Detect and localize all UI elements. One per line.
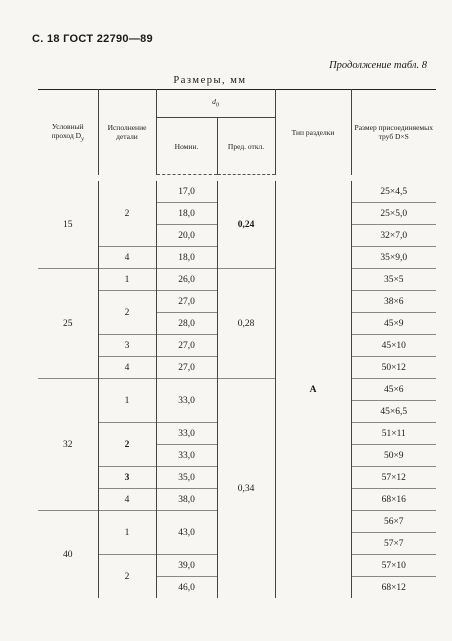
nominal-cell: 27,0 bbox=[156, 357, 217, 379]
col-pipe-size: Размер присоединяемых труб D×S bbox=[351, 90, 436, 175]
tolerance-cell: 0,28 bbox=[217, 269, 275, 379]
nominal-cell: 39,0 bbox=[156, 555, 217, 577]
pipe-cell: 32×7,0 bbox=[351, 225, 436, 247]
nominal-cell: 28,0 bbox=[156, 313, 217, 335]
pipe-cell: 35×5 bbox=[351, 269, 436, 291]
dy-cell: 25 bbox=[38, 269, 98, 379]
dy-cell: 32 bbox=[38, 379, 98, 511]
table-continuation-label: Продолжение табл. 8 bbox=[329, 60, 427, 71]
nominal-cell: 38,0 bbox=[156, 489, 217, 511]
pipe-cell: 68×12 bbox=[351, 577, 436, 599]
nominal-cell: 33,0 bbox=[156, 379, 217, 423]
nominal-cell: 35,0 bbox=[156, 467, 217, 489]
col-nominal-bore: Условный проход $D_у$ bbox=[38, 90, 98, 175]
nominal-cell: 27,0 bbox=[156, 291, 217, 313]
pipe-cell: 51×11 bbox=[351, 423, 436, 445]
version-cell: 4 bbox=[98, 489, 156, 511]
version-cell: 2 bbox=[98, 291, 156, 335]
nominal-cell: 18,0 bbox=[156, 247, 217, 269]
pipe-cell: 25×4,5 bbox=[380, 186, 408, 197]
pipe-cell: 45×6,5 bbox=[351, 401, 436, 423]
groove-type-cell: А bbox=[275, 181, 351, 598]
dimensions-table bbox=[38, 89, 436, 598]
version-cell: 3 bbox=[98, 335, 156, 357]
version-cell: 2 bbox=[98, 181, 156, 247]
version-cell: 3 bbox=[98, 467, 156, 489]
nominal-cell: 20,0 bbox=[156, 225, 217, 247]
col-d0: $d_0$ bbox=[156, 90, 275, 118]
pipe-cell: 50×12 bbox=[351, 357, 436, 379]
pipe-cell: 57×10 bbox=[351, 555, 436, 577]
version-cell: 1 bbox=[98, 379, 156, 423]
col-groove-type: Тип разделки bbox=[275, 90, 351, 175]
pipe-cell: 56×7 bbox=[351, 511, 436, 533]
nominal-cell: 43,0 bbox=[156, 511, 217, 555]
version-cell: 1 bbox=[98, 511, 156, 555]
pipe-cell: 68×16 bbox=[351, 489, 436, 511]
version-cell: 4 bbox=[98, 357, 156, 379]
dy-cell: 40 bbox=[38, 511, 98, 599]
col-d0-nominal: Номин. bbox=[156, 118, 217, 175]
pipe-cell: 57×12 bbox=[351, 467, 436, 489]
pipe-cell: 57×7 bbox=[351, 533, 436, 555]
version-cell: 2 bbox=[98, 555, 156, 599]
dimensions-caption: Размеры, мм bbox=[173, 75, 247, 86]
nominal-cell: 17,0 bbox=[156, 181, 217, 203]
nominal-cell: 33,0 bbox=[156, 445, 217, 467]
col-part-version: Исполнение детали bbox=[98, 90, 156, 175]
nominal-cell: 46,0 bbox=[156, 577, 217, 599]
pipe-cell: 45×9 bbox=[351, 313, 436, 335]
dy-cell: 15 bbox=[38, 181, 98, 269]
page-reference: С. 18 ГОСТ 22790—89 bbox=[32, 33, 153, 45]
pipe-cell: 45×6 bbox=[351, 379, 436, 401]
nominal-cell: 33,0 bbox=[156, 423, 217, 445]
nominal-cell: 18,0 bbox=[156, 203, 217, 225]
pipe-cell: 35×9,0 bbox=[351, 247, 436, 269]
pipe-cell: 45×10 bbox=[351, 335, 436, 357]
col-d0-tolerance: Пред. откл. bbox=[217, 118, 275, 175]
version-cell: 4 bbox=[98, 247, 156, 269]
tolerance-cell: 0,34 bbox=[217, 379, 275, 599]
pipe-cell: 50×9 bbox=[351, 445, 436, 467]
nominal-cell: 27,0 bbox=[156, 335, 217, 357]
version-cell: 2 bbox=[98, 423, 156, 467]
pipe-cell: 38×6 bbox=[351, 291, 436, 313]
nominal-cell: 26,0 bbox=[156, 269, 217, 291]
pipe-cell: 25×5,0 bbox=[351, 203, 436, 225]
version-cell: 1 bbox=[98, 269, 156, 291]
tolerance-cell: 0,24 bbox=[217, 181, 275, 269]
